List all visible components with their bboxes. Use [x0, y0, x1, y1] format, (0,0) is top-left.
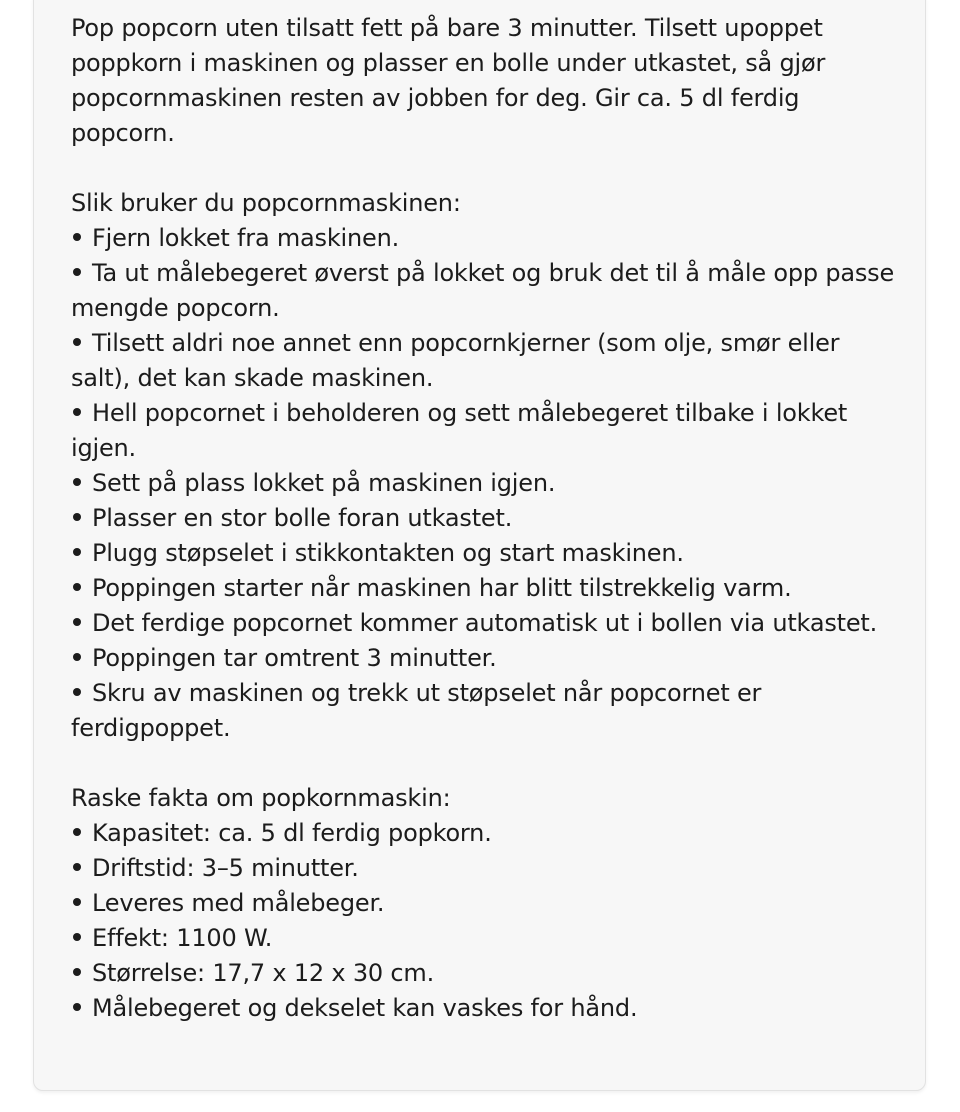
usage-heading: Slik bruker du popcornmaskinen:	[71, 189, 461, 217]
facts-item-text: Målebegeret og dekselet kan vaskes for hånd.	[92, 994, 638, 1022]
facts-list-item	[71, 991, 896, 1026]
facts-list-item	[71, 816, 896, 851]
facts-item-text: Kapasitet: ca. 5 dl ferdig popkorn.	[92, 819, 492, 847]
bullet-icon	[73, 898, 81, 906]
usage-list-item	[71, 256, 896, 326]
usage-item-text: Det ferdige popcornet kommer automatisk ut i bollen via utkastet.	[92, 609, 878, 637]
bullet-icon	[73, 478, 81, 486]
usage-list-item	[71, 536, 896, 571]
facts-item-text: Driftstid: 3–5 minutter.	[92, 854, 359, 882]
usage-item-text: Sett på plass lokket på maskinen igjen.	[92, 469, 556, 497]
bullet-icon	[73, 268, 81, 276]
intro-paragraph: Pop popcorn uten tilsatt fett på bare 3 minutter. Tilsett upoppet poppkorn i maskinen og plasser en bolle under utkastet, så gjør popcornmaskinen resten av jobben for deg. Gir ca. 5 dl ferdig popcorn.	[71, 14, 826, 147]
bullet-icon	[73, 653, 81, 661]
usage-list-item	[71, 221, 896, 256]
bullet-icon	[73, 548, 81, 556]
bullet-icon	[73, 408, 81, 416]
bullet-icon	[73, 233, 81, 241]
usage-list-item	[71, 641, 896, 676]
facts-list-item	[71, 956, 896, 991]
bullet-icon	[73, 688, 81, 696]
facts-heading: Raske fakta om popkornmaskin:	[71, 784, 451, 812]
product-description-card	[33, 0, 926, 1091]
usage-item-text: Poppingen starter når maskinen har blitt tilstrekkelig varm.	[92, 574, 792, 602]
usage-list-item	[71, 676, 896, 746]
bullet-icon	[73, 513, 81, 521]
bullet-icon	[73, 618, 81, 626]
facts-item-text: Størrelse: 17,7 x 12 x 30 cm.	[92, 959, 435, 987]
usage-item-text: Plasser en stor bolle foran utkastet.	[92, 504, 513, 532]
facts-list-item	[71, 921, 896, 956]
usage-item-text: Poppingen tar omtrent 3 minutter.	[92, 644, 497, 672]
bullet-icon	[73, 1003, 81, 1011]
usage-list	[71, 221, 896, 746]
facts-list-item	[71, 886, 896, 921]
usage-item-text: Ta ut målebegeret øverst på lokket og bruk det til å måle opp passe mengde popcorn.	[71, 259, 895, 322]
bullet-icon	[73, 968, 81, 976]
bullet-icon	[73, 338, 81, 346]
bullet-icon	[73, 863, 81, 871]
usage-list-item	[71, 606, 896, 641]
description-content	[71, 11, 896, 1026]
facts-list	[71, 816, 896, 1026]
bullet-icon	[73, 933, 81, 941]
usage-item-text: Fjern lokket fra maskinen.	[92, 224, 400, 252]
usage-list-item	[71, 571, 896, 606]
usage-item-text: Skru av maskinen og trekk ut støpselet når popcornet er ferdigpoppet.	[71, 679, 762, 742]
paragraph-spacer	[71, 746, 896, 781]
facts-item-text: Effekt: 1100 W.	[92, 924, 273, 952]
paragraph-spacer	[71, 151, 896, 186]
usage-list-item	[71, 326, 896, 396]
usage-list-item	[71, 466, 896, 501]
usage-item-text: Tilsett aldri noe annet enn popcornkjerner (som olje, smør eller salt), det kan skade maskinen.	[71, 329, 840, 392]
usage-list-item	[71, 396, 896, 466]
usage-item-text: Plugg støpselet i stikkontakten og start maskinen.	[92, 539, 684, 567]
bullet-icon	[73, 583, 81, 591]
usage-item-text: Hell popcornet i beholderen og sett målebegeret tilbake i lokket igjen.	[71, 399, 848, 462]
usage-list-item	[71, 501, 896, 536]
facts-item-text: Leveres med målebeger.	[92, 889, 385, 917]
facts-list-item	[71, 851, 896, 886]
bullet-icon	[73, 828, 81, 836]
